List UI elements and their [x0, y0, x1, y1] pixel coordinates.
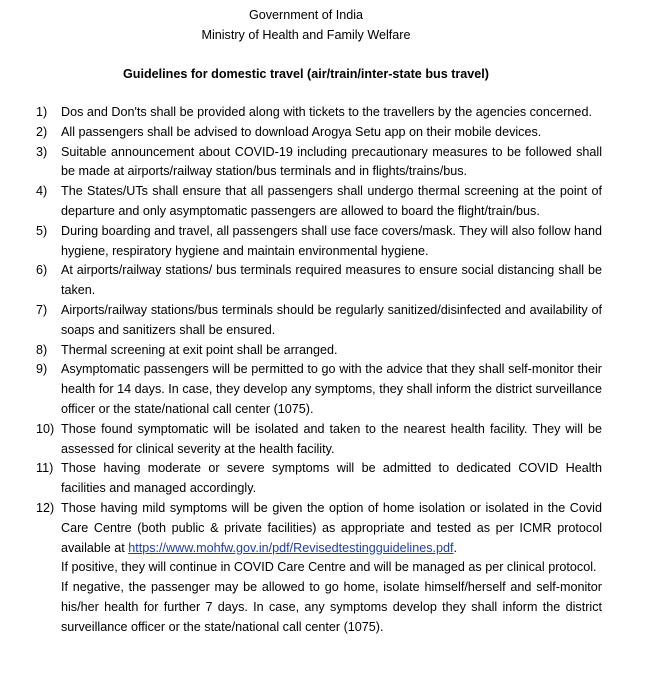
ministry-heading: Ministry of Health and Family Welfare: [201, 28, 411, 42]
document-title: Guidelines for domestic travel (air/train/inter-state bus travel): [122, 67, 490, 81]
item-number: 1): [36, 105, 48, 119]
item-text: The States/UTs shall ensure that all passengers shall undergo thermal screening at the point of departure and only asymptomatic passengers are allowed to board the flight/train/bus.: [61, 184, 602, 218]
item-text: Those having moderate or severe symptoms will be admitted to dedicated COVID Health facilities and managed accordingly.: [61, 461, 602, 496]
item-number: 6): [36, 263, 48, 278]
item-number: 2): [36, 124, 48, 139]
item-number: 5): [36, 223, 48, 238]
list-item: [36, 360, 602, 419]
item-text: [61, 499, 602, 558]
item-text: Suitable announcement about COVID-19 including precautionary measures to be followed shall be made at airports/railway station/bus terminals and in flights/trains/bus.: [61, 144, 602, 179]
positive-case-text: If positive, they will continue in COVID Care Centre and will be managed as per clinical protocol.: [61, 560, 597, 575]
list-item: [36, 459, 602, 499]
item-number: 12): [36, 500, 55, 515]
list-item: [36, 103, 602, 123]
item-number: 3): [36, 144, 48, 159]
item-text: During boarding and travel, all passengers shall use face covers/mask. They will also follow hand hygiene, respiratory hygiene and maintain environmental hygiene.: [61, 223, 602, 258]
item-number: 4): [36, 184, 48, 199]
government-heading: Government of India: [248, 8, 364, 22]
item-number: 8): [36, 342, 48, 357]
list-item: [36, 222, 602, 262]
item-number: 10): [36, 421, 55, 436]
list-item: [36, 301, 602, 341]
item-text: Thermal screening at exit point shall be arranged.: [61, 342, 338, 357]
item-text: At airports/railway stations/ bus terminals required measures to ensure social distancing shall be taken.: [61, 263, 602, 298]
list-item: [36, 499, 602, 638]
negative-case-text: If negative, the passenger may be allowed to go home, isolate himself/herself and self-monitor his/her health for further 7 days. In case, any symptoms develop they shall inform the district surveillance officer or the state/national call center (1075).: [61, 580, 602, 634]
guidelines-list: [36, 103, 602, 638]
item-text: Dos and Don'ts shall be provided along with tickets to the travellers by the agencies concerned.: [61, 105, 592, 119]
item-number: 11): [36, 461, 54, 476]
list-item: [36, 261, 602, 301]
item-number: 7): [36, 302, 48, 317]
item-text: All passengers shall be advised to download Arogya Setu app on their mobile devices.: [61, 124, 542, 139]
item-number: 9): [36, 362, 48, 377]
item-text-before-link: Those having mild symptoms will be given the option of home isolation or isolated in the Covid Care Centre (both public & private facilities) as appropriate and tested as per ICMR protocol available at: [61, 500, 602, 555]
list-item: [36, 143, 602, 183]
item-text: Those found symptomatic will be isolated and taken to the nearest health facility. They will be assessed for clinical severity at the health facility.: [61, 421, 602, 456]
item-text: Asymptomatic passengers will be permitted to go with the advice that they shall self-monitor their health for 14 days. In case, they develop any symptoms, they shall inform the district surveillance officer or the state/national call center (1075).: [61, 362, 602, 416]
list-item: [36, 123, 602, 143]
item-text: Airports/railway stations/bus terminals should be regularly sanitized/disinfected and availability of soaps and sanitizers shall be ensured.: [61, 302, 602, 337]
item-text-after-link: .: [453, 540, 458, 555]
list-item: [36, 182, 602, 222]
testing-guidelines-link[interactable]: https://www.mohfw.gov.in/pdf/Revisedtestingguidelines.pdf: [128, 540, 454, 555]
list-item: [36, 341, 602, 361]
list-item: [36, 420, 602, 460]
